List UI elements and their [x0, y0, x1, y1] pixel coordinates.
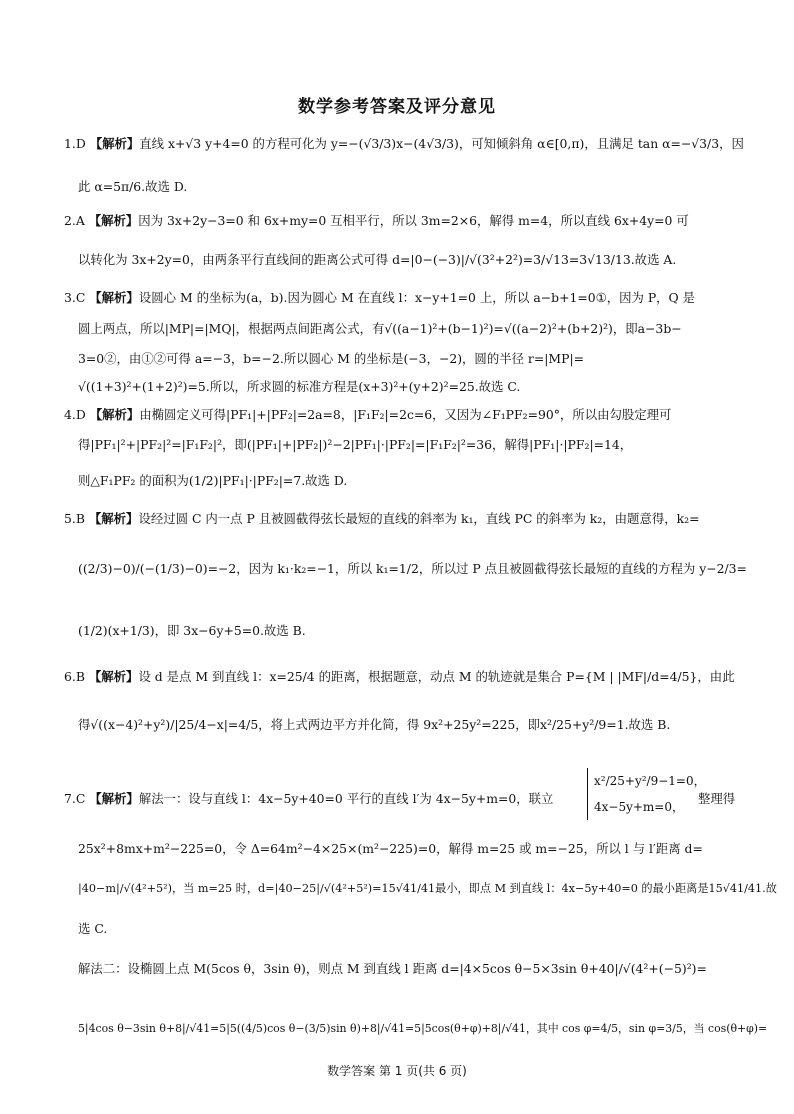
q7-text-6: 5|4cos θ−3sin θ+8|/√41=5|5((4/5)cos θ−(3/5)sin θ)+8|/√41=5|5cos(θ+φ)+8|/√41，其中 cos φ=4/5，sin φ=3/5，当 cos(θ+φ)= [78, 1022, 768, 1035]
q5-tag: 【解析】 [88, 511, 139, 526]
q7-system-eq-2: 4x−5y+m=0， [594, 800, 684, 814]
q4-line-1 [64, 406, 671, 424]
q5-text-1: 设经过圆 C 内一点 P 且被圆截得弦长最短的直线的斜率为 k₁，直线 PC 的斜率为 k₂，由题意得，k₂= [138, 511, 700, 526]
q2-text-1: 因为 3x+2y−3=0 和 6x+my=0 互相平行，所以 3m=2×6，解得 m=4，所以直线 6x+4y=0 可 [138, 213, 689, 228]
q7-text-2: 25x²+8mx+m²−225=0，令 Δ=64m²−4×25×(m²−225)=0，解得 m=25 或 m=−25，所以 l 与 l′距离 d= [78, 841, 703, 856]
q6-line-1 [64, 668, 735, 686]
q7-text-1b: 整理得 [698, 791, 736, 806]
q7-text-5: 解法二：设椭圆上点 M(5cos θ，3sin θ)，则点 M 到直线 l 距离 d=|4×5cos θ−5×3sin θ+40|/√(4²+(−5)²)= [78, 961, 707, 976]
q1-text-1: 直线 x+√3 y+4=0 的方程可化为 y=−(√3/3)x−(4√3/3)，可知倾斜角 α∈[0,π)，且满足 tan α=−√3/3，因 [139, 136, 744, 151]
q2-line-1 [64, 212, 689, 230]
q5-line-1 [64, 510, 699, 528]
q5-text-3: (1/2)(x+1/3)，即 3x−6y+5=0.故选 B. [78, 623, 306, 638]
q4-number: 4.D [64, 407, 86, 422]
q1-tag: 【解析】 [89, 136, 140, 151]
q5-text-2: ((2/3)−0)/(−(1/3)−0)=−2，因为 k₁·k₂=−1，所以 k₁=1/2，所以过 P 点且被圆截得弦长最短的直线的方程为 y−2/3= [78, 561, 747, 576]
q1-text-2: 此 α=5π/6.故选 D. [78, 179, 188, 194]
q5-number: 5.B [64, 511, 85, 526]
q2-text-2: 以转化为 3x+2y=0，由两条平行直线间的距离公式可得 d=|0−(−3)|/√(3²+2²)=3/√13=3√13/13.故选 A. [78, 252, 677, 267]
q3-text-1: 设圆心 M 的坐标为(a，b).因为圆心 M 在直线 l：x−y+1=0 上，所以 a−b+1=0①，因为 P，Q 是 [138, 290, 696, 305]
q7-text-1: 解法一：设与直线 l：4x−5y+40=0 平行的直线 l′为 4x−5y+m=0，联立 [138, 791, 554, 806]
q3-number: 3.C [64, 290, 86, 305]
q3-tag: 【解析】 [89, 290, 139, 305]
q3-text-4: √((1+3)²+(1+2)²)=5.所以，所求圆的标准方程是(x+3)²+(y+2)²=25.故选 C. [78, 379, 521, 394]
q4-tag: 【解析】 [89, 407, 140, 422]
q2-tag: 【解析】 [88, 213, 139, 228]
q6-number: 6.B [64, 669, 85, 684]
q4-text-1: 由椭圆定义可得|PF₁|+|PF₂|=2a=8，|F₁F₂|=2c=6，又因为∠F₁PF₂=90°，所以由勾股定理可 [139, 407, 672, 422]
q7-line-1 [64, 790, 553, 808]
q7-text-4: 选 C. [78, 921, 108, 936]
q7-system [585, 768, 706, 820]
q6-tag: 【解析】 [88, 669, 139, 684]
q7-number: 7.C [64, 791, 86, 806]
q7-tag: 【解析】 [89, 791, 139, 806]
q4-text-2: 得|PF₁|²+|PF₂|²=|F₁F₂|²，即(|PF₁|+|PF₂|)²−2|PF₁|·|PF₂|=|F₁F₂|²=36，解得|PF₁|·|PF₂|=14， [78, 437, 633, 452]
q1-number: 1.D [64, 136, 86, 151]
q6-text-1: 设 d 是点 M 到直线 l：x=25/4 的距离，根据题意，动点 M 的轨迹就是集合 P={M | |MF|/d=4/5}，由此 [138, 669, 735, 684]
page-footer: 数学答案 第 1 页(共 6 页) [327, 1064, 467, 1078]
page-title: 数学参考答案及评分意见 [298, 97, 496, 117]
q7-text-3: |40−m|/√(4²+5²)，当 m=25 时，d=|40−25|/√(4²+5²)=15√41/41最小，即点 M 到直线 l：4x−5y+40=0 的最小距离是15√41/41.故 [78, 882, 777, 895]
q2-number: 2.A [64, 213, 85, 228]
q1-line-1 [64, 135, 744, 153]
q3-text-3: 3=0②，由①②可得 a=−3，b=−2.所以圆心 M 的坐标是(−3，−2)，圆的半径 r=|MP|= [78, 351, 584, 366]
q6-text-2: 得√((x−4)²+y²)/|25/4−x|=4/5，将上式两边平方并化简，得 9x²+25y²=225，即x²/25+y²/9=1.故选 B. [78, 717, 671, 732]
q3-line-1 [64, 289, 695, 307]
q7-system-eq-1: x²/25+y²/9−1=0， [594, 774, 706, 788]
q4-text-3: 则△F₁PF₂ 的面积为(1/2)|PF₁|·|PF₂|=7.故选 D. [78, 473, 348, 488]
q3-text-2: 圆上两点，所以|MP|=|MQ|，根据两点间距离公式，有√((a−1)²+(b−1)²)=√((a−2)²+(b+2)²)，即a−3b− [78, 321, 682, 336]
